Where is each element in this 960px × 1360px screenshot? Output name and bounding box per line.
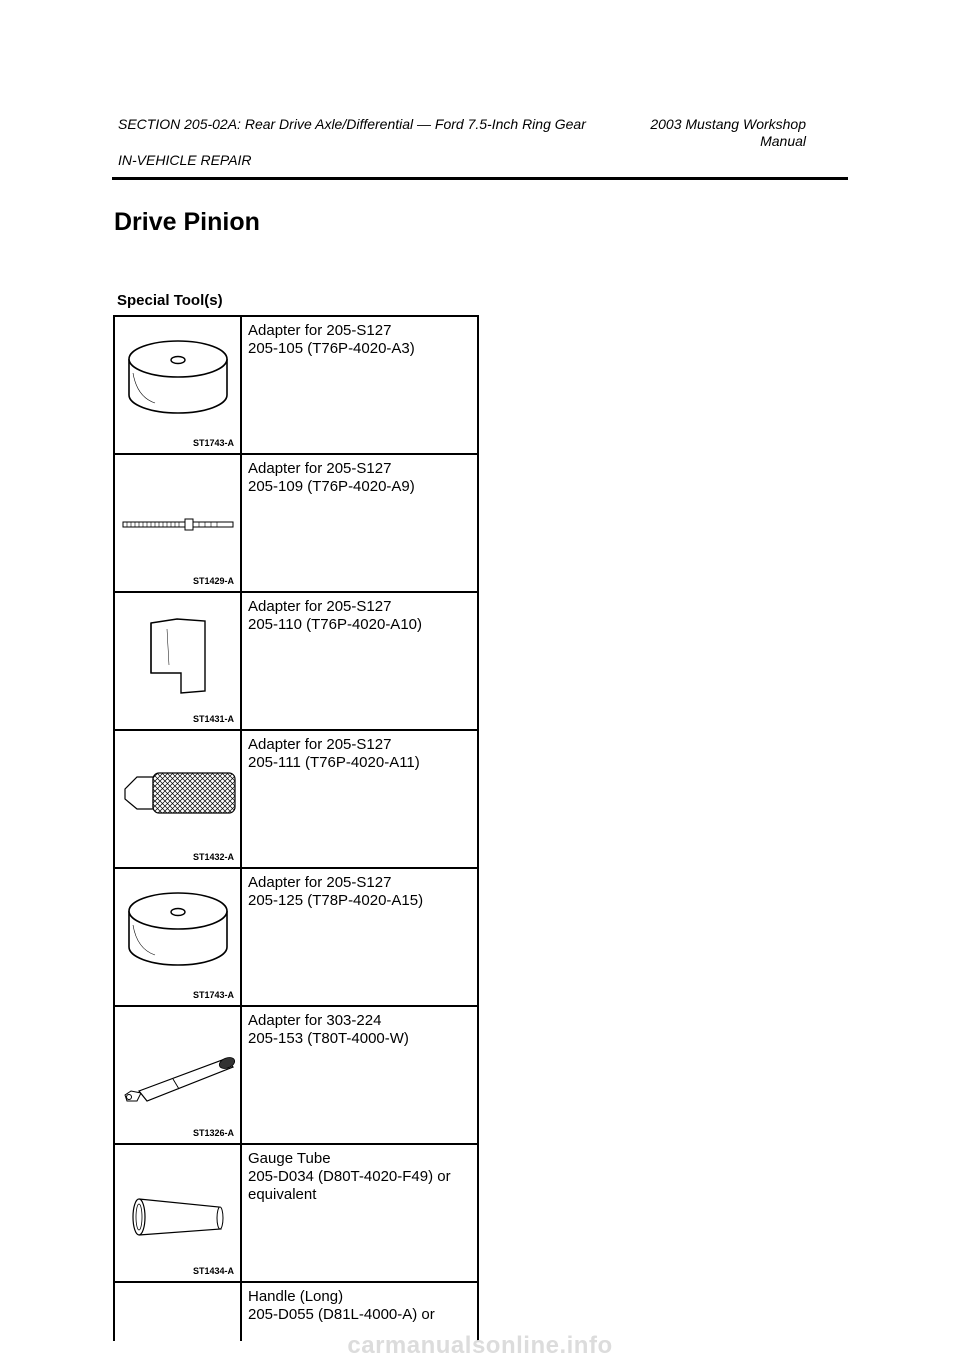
tool-image-cell <box>114 316 241 454</box>
tool-ref-code: ST1743-A <box>192 438 234 448</box>
tool-image-cell <box>114 454 241 592</box>
tool-name: Gauge Tube <box>248 1150 331 1167</box>
tool-name: Adapter for 303-224 <box>248 1012 382 1029</box>
header-rule <box>112 177 848 180</box>
tool-number: 205-D034 (D80T-4020-F49) or <box>248 1168 451 1185</box>
tool-name: Adapter for 205-S127 <box>248 736 392 753</box>
table-row <box>114 730 478 868</box>
tool-image-cell <box>114 592 241 730</box>
tool-number: 205-110 (T76P-4020-A10) <box>248 616 422 633</box>
table-row <box>114 1006 478 1144</box>
tool-name: Handle (Long) <box>248 1288 344 1305</box>
tool-description <box>241 1006 478 1144</box>
subsection-title: IN-VEHICLE REPAIR <box>118 152 252 168</box>
tool-name: Adapter for 205-S127 <box>248 598 392 615</box>
handle-shaft-icon <box>115 1007 240 1133</box>
tool-description <box>241 1144 478 1282</box>
tool-ref-code: ST1432-A <box>192 852 234 862</box>
tool-name: Adapter for 205-S127 <box>248 460 392 477</box>
tool-description <box>241 730 478 868</box>
tool-description <box>241 454 478 592</box>
page-header <box>118 116 806 176</box>
knurled-cone-icon <box>115 731 240 857</box>
gauge-tube-icon <box>115 1145 240 1271</box>
cylinder-adapter-icon <box>115 317 240 443</box>
tool-description <box>241 868 478 1006</box>
table-row <box>114 1144 478 1282</box>
tool-number: 205-111 (T76P-4020-A11) <box>248 754 420 771</box>
tool-description <box>241 592 478 730</box>
tool-ref-code: ST1429-A <box>192 576 234 586</box>
page-title: Drive Pinion <box>114 208 260 236</box>
threaded-rod-icon <box>115 455 240 581</box>
table-caption: Special Tool(s) <box>117 292 223 309</box>
tool-description <box>241 316 478 454</box>
tool-image-cell <box>114 1006 241 1144</box>
manual-title: 2003 Mustang Workshop Manual <box>650 116 806 149</box>
tool-number: 205-153 (T80T-4000-W) <box>248 1030 409 1047</box>
tool-number: 205-125 (T78P-4020-A15) <box>248 892 424 909</box>
table-row <box>114 592 478 730</box>
stepped-block-icon <box>115 593 240 719</box>
special-tools-table <box>113 315 479 1341</box>
tool-number: 205-D055 (D81L-4000-A) or <box>248 1306 435 1323</box>
section-title: SECTION 205-02A: Rear Drive Axle/Differential — Ford 7.5-Inch Ring Gear <box>118 116 586 132</box>
table-row <box>114 316 478 454</box>
watermark: carmanualsonline.info <box>347 1332 613 1359</box>
table-row <box>114 454 478 592</box>
tool-number-cont: equivalent <box>248 1186 317 1203</box>
tool-ref-code: ST1434-A <box>192 1266 234 1276</box>
cylinder-adapter-icon <box>115 869 240 995</box>
tool-ref-code: ST1743-A <box>192 990 234 1000</box>
tool-number: 205-105 (T76P-4020-A3) <box>248 340 415 357</box>
tool-image-cell <box>114 868 241 1006</box>
tool-image-cell <box>114 730 241 868</box>
table-row <box>114 868 478 1006</box>
tool-ref-code: ST1326-A <box>192 1128 234 1138</box>
tool-image-cell <box>114 1144 241 1282</box>
tool-name: Adapter for 205-S127 <box>248 322 392 339</box>
tool-name: Adapter for 205-S127 <box>248 874 392 891</box>
tool-ref-code: ST1431-A <box>192 714 234 724</box>
tool-number: 205-109 (T76P-4020-A9) <box>248 478 415 495</box>
